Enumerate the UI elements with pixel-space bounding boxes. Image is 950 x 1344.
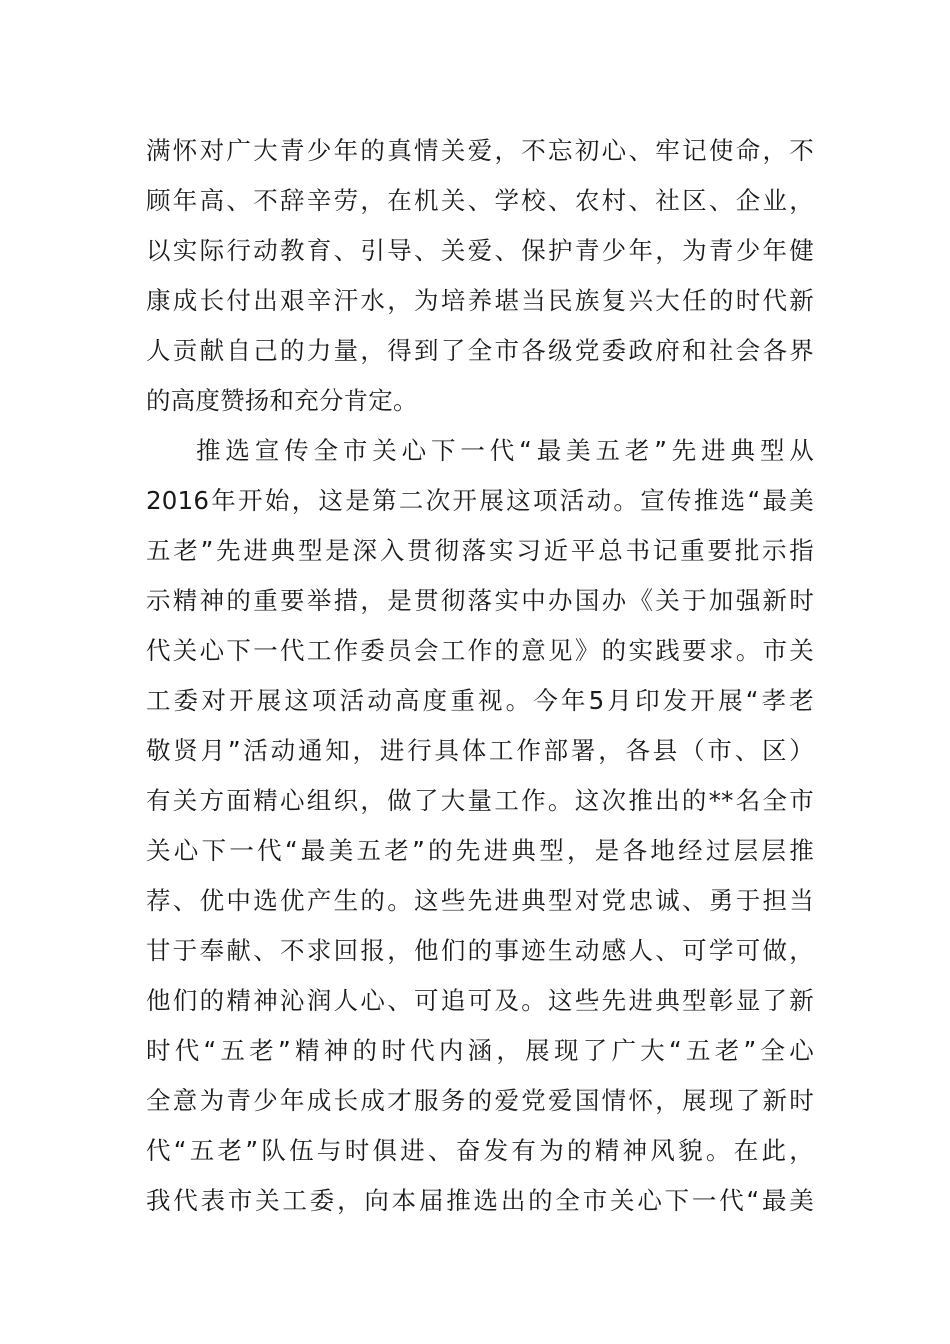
text-line: 荐、优中选优产生的。这些先进典型对党忠诚、勇于担当	[146, 886, 814, 915]
text-line: 全意为青少年成长成才服务的爱党爱国情怀，展现了新时	[146, 1086, 814, 1115]
text-line: 代“五老”队伍与时俱进、奋发有为的精神风貌。在此，	[146, 1136, 814, 1165]
text-line: 顾年高、不辞辛劳，在机关、学校、农村、社区、企业，	[146, 186, 814, 215]
text-line: 人贡献自己的力量，得到了全市各级党委政府和社会各界	[146, 336, 814, 365]
text-line: 关心下一代“最美五老”的先进典型，是各地经过层层推	[146, 836, 814, 865]
text-line: 我代表市关工委，向本届推选出的全市关心下一代“最美	[146, 1186, 814, 1215]
text-line: 示精神的重要举措，是贯彻落实中办国办《关于加强新时	[146, 586, 814, 615]
body-text	[146, 126, 814, 1226]
text-line: 满怀对广大青少年的真情关爱，不忘初心、牢记使命，不	[146, 136, 814, 165]
text-line: 甘于奉献、不求回报，他们的事迹生动感人、可学可做，	[146, 936, 814, 965]
text-line: 五老”先进典型是深入贯彻落实习近平总书记重要批示指	[146, 536, 814, 565]
text-line: 敬贤月”活动通知，进行具体工作部署，各县（市、区）	[146, 736, 814, 765]
text-line: 有关方面精心组织，做了大量工作。这次推出的**名全市	[146, 786, 814, 815]
text-line: 代关心下一代工作委员会工作的意见》的实践要求。市关	[146, 636, 814, 665]
text-line: 以实际行动教育、引导、关爱、保护青少年，为青少年健	[146, 236, 814, 265]
text-line: 他们的精神沁润人心、可追可及。这些先进典型彰显了新	[146, 986, 814, 1015]
text-line: 时代“五老”精神的时代内涵，展现了广大“五老”全心	[146, 1036, 814, 1065]
text-line: 推选宣传全市关心下一代“最美五老”先进典型从	[196, 436, 814, 465]
text-line: 康成长付出艰辛汗水，为培养堪当民族复兴大任的时代新	[146, 286, 814, 315]
text-line: 工委对开展这项活动高度重视。今年5月印发开展“孝老	[146, 686, 814, 715]
text-line: 2016年开始，这是第二次开展这项活动。宣传推选“最美	[146, 486, 814, 515]
text-line: 的高度赞扬和充分肯定。	[146, 386, 418, 415]
